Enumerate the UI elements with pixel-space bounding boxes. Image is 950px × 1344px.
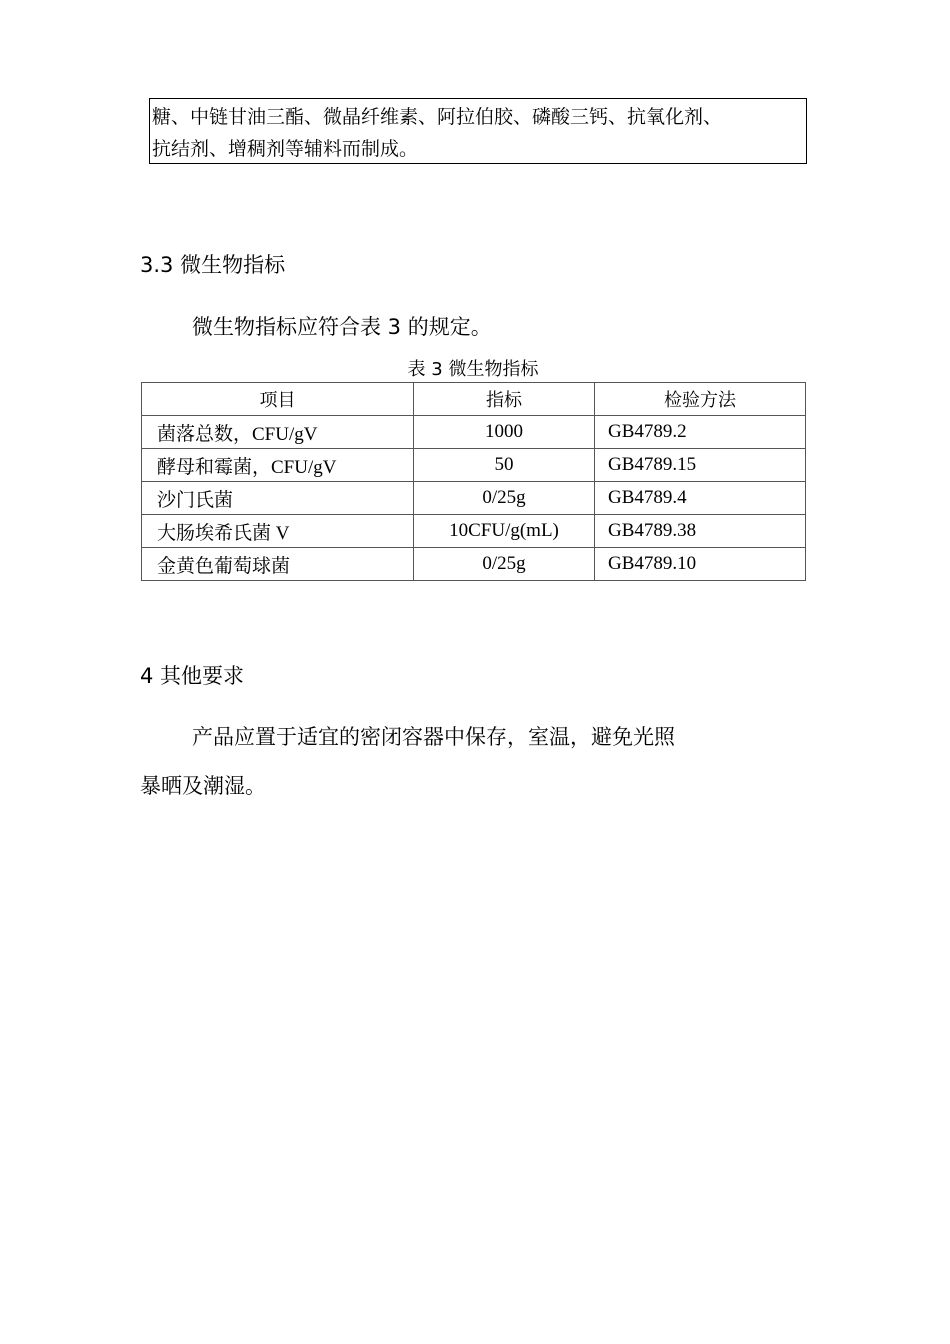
table-row xyxy=(142,515,806,548)
microbial-spec-table xyxy=(141,382,806,581)
table-row xyxy=(142,482,806,515)
table-row xyxy=(142,449,806,482)
section-3-3-heading: 3.3 微生物指标 xyxy=(140,253,286,277)
section-4-text-line-2: 暴晒及潮湿。 xyxy=(140,774,266,798)
cell-item: 菌落总数，CFU/gV xyxy=(142,416,414,449)
cell-method: GB4789.10 xyxy=(595,548,806,581)
cell-value: 0/25g xyxy=(414,482,595,515)
ingredients-line-2: 抗结剂、增稠剂等辅料而制成。 xyxy=(152,138,419,160)
table-caption: 表 3 微生物指标 xyxy=(407,359,539,380)
cell-method: GB4789.38 xyxy=(595,515,806,548)
cell-item: 沙门氏菌 xyxy=(142,482,414,515)
cell-item: 酵母和霉菌，CFU/gV xyxy=(142,449,414,482)
table-row xyxy=(142,416,806,449)
cell-value: 50 xyxy=(414,449,595,482)
cell-method: GB4789.4 xyxy=(595,482,806,515)
cell-value: 1000 xyxy=(414,416,595,449)
cell-item: 大肠埃希氏菌 V xyxy=(142,515,414,548)
ingredients-text-box xyxy=(149,98,807,164)
section-4-text-line-1: 产品应置于适宜的密闭容器中保存，室温，避免光照 xyxy=(192,725,675,749)
header-item: 项目 xyxy=(142,383,414,416)
header-method: 检验方法 xyxy=(595,383,806,416)
cell-value: 10CFU/g(mL) xyxy=(414,515,595,548)
cell-method: GB4789.2 xyxy=(595,416,806,449)
table-header-row xyxy=(142,383,806,416)
header-value: 指标 xyxy=(414,383,595,416)
section-4-heading: 4 其他要求 xyxy=(140,664,245,688)
cell-value: 0/25g xyxy=(414,548,595,581)
cell-item: 金黄色葡萄球菌 xyxy=(142,548,414,581)
cell-method: GB4789.15 xyxy=(595,449,806,482)
section-3-3-text: 微生物指标应符合表 3 的规定。 xyxy=(192,315,492,339)
ingredients-line-1: 糖、中链甘油三酯、微晶纤维素、阿拉伯胶、磷酸三钙、抗氧化剂、 xyxy=(152,106,723,128)
table-row xyxy=(142,548,806,581)
